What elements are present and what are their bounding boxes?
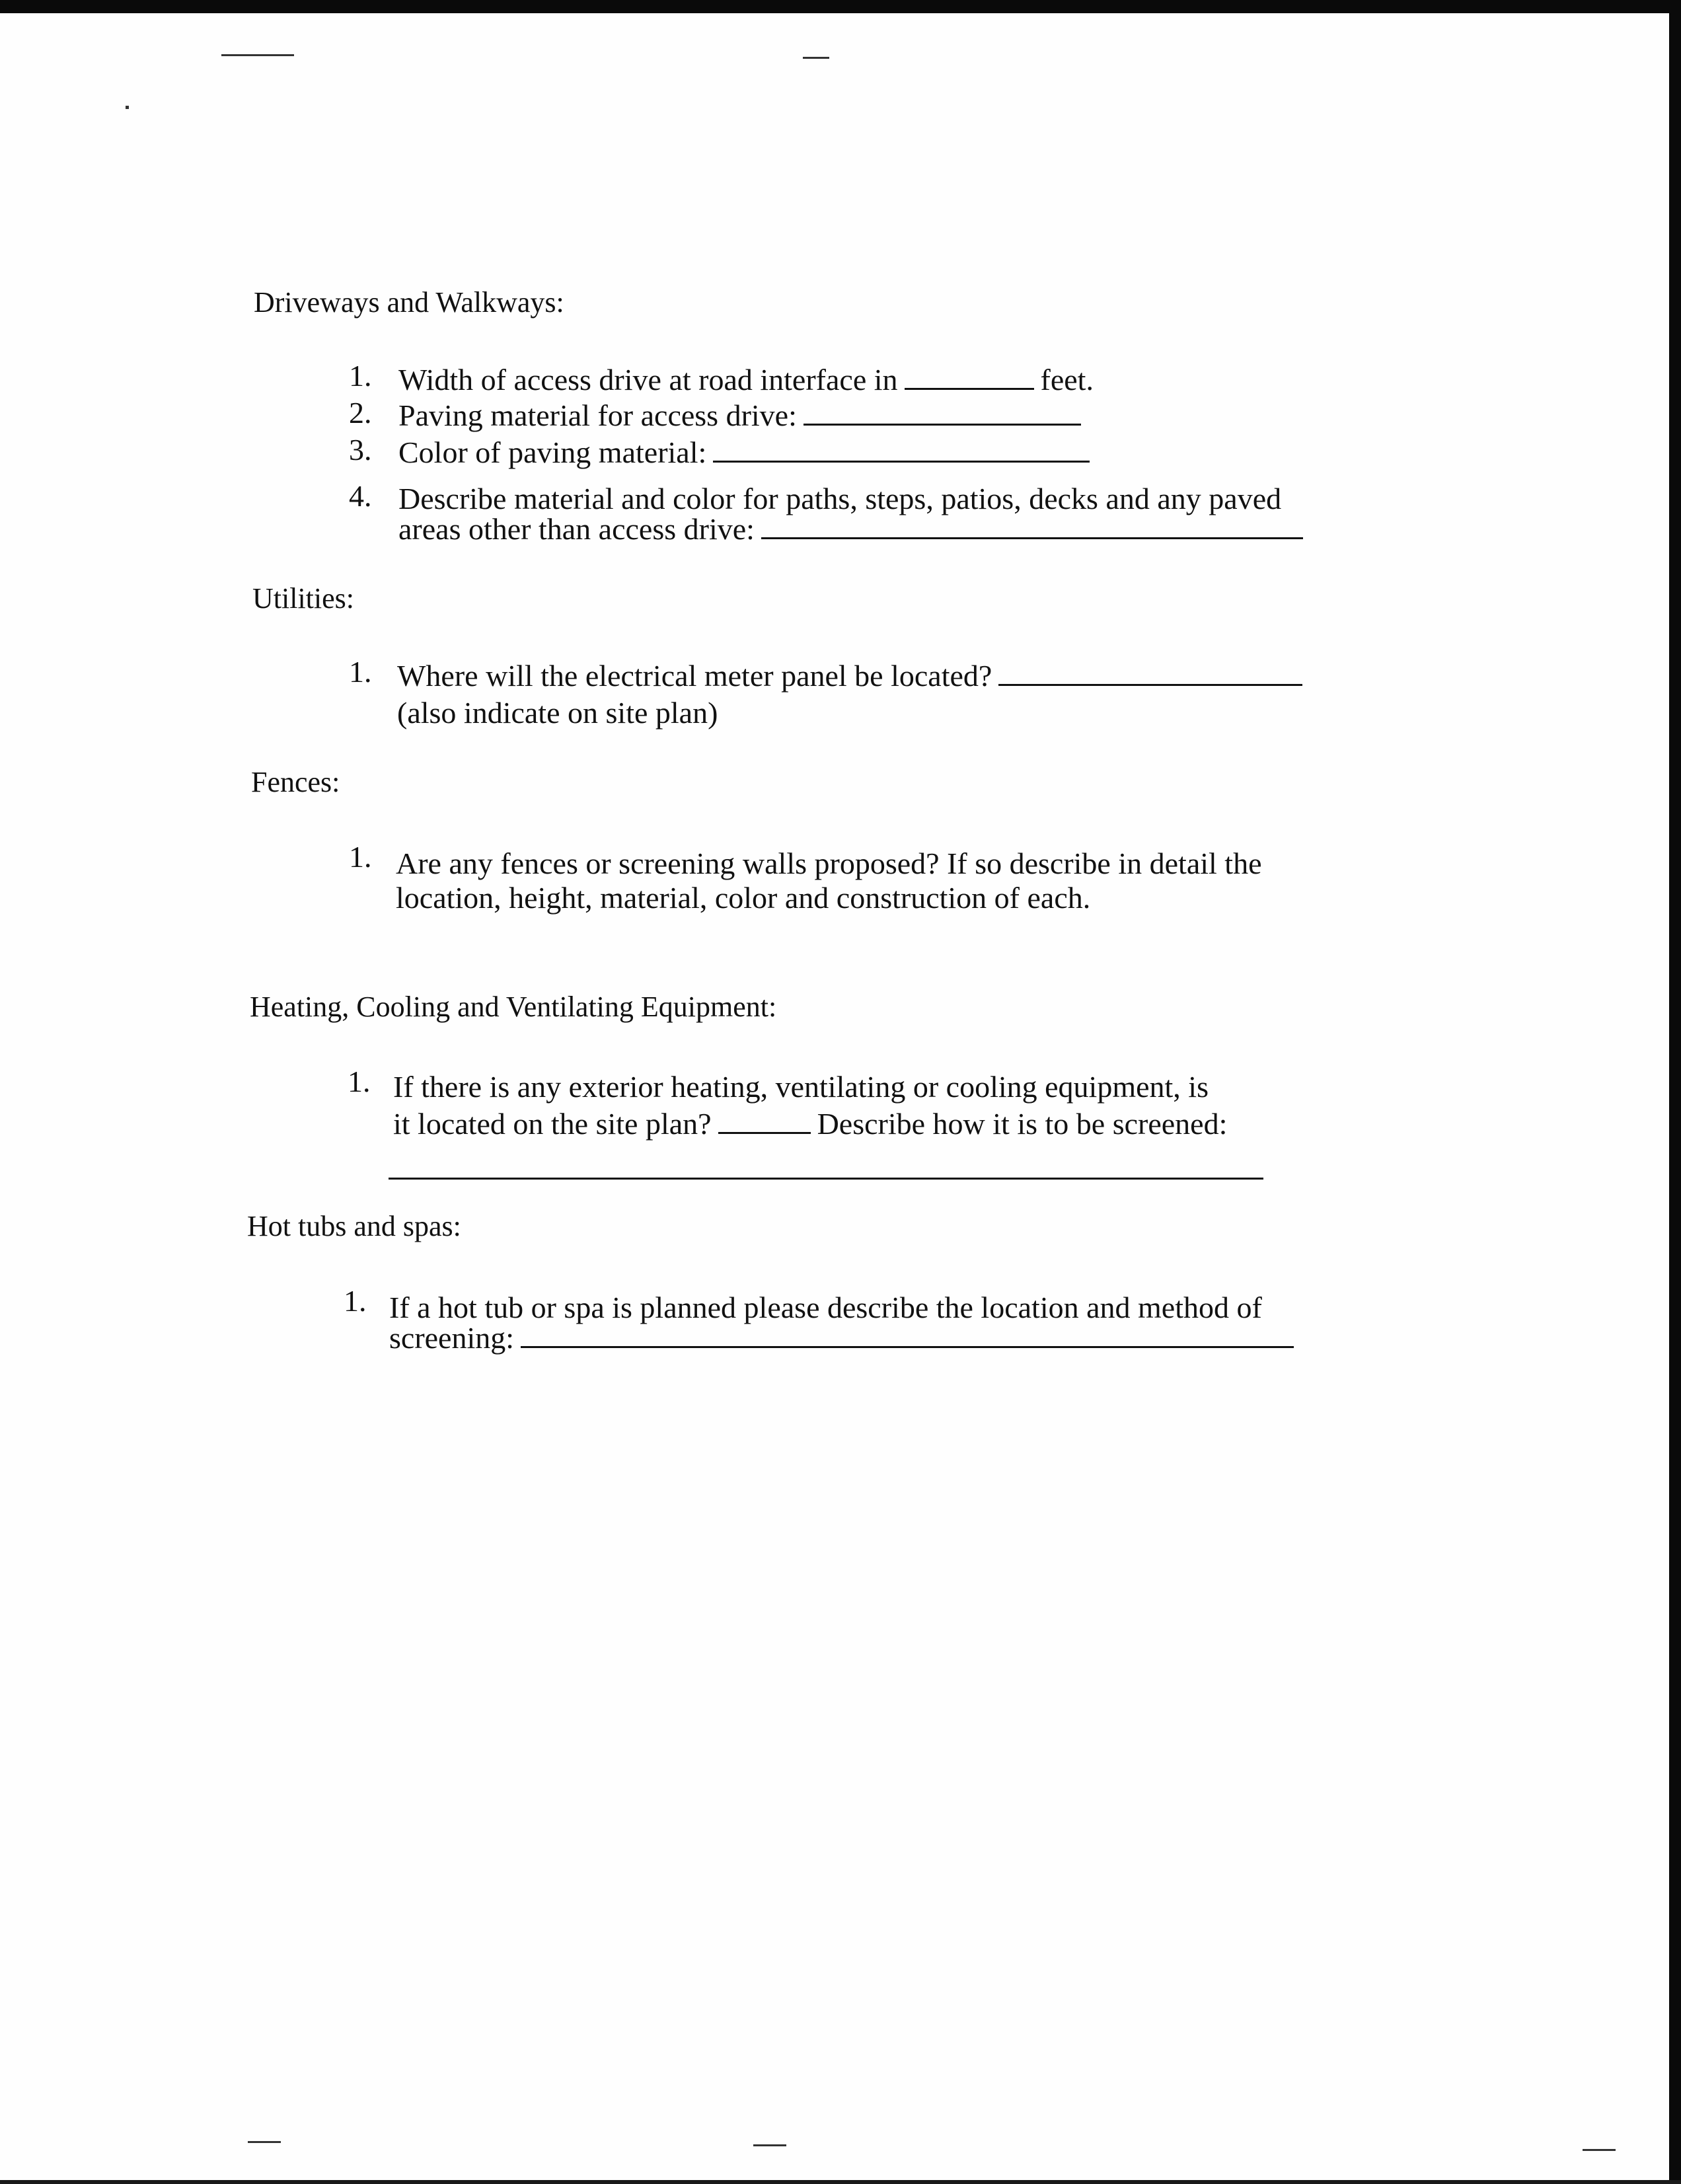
item-text: it located on the site plan? <box>393 1107 712 1141</box>
item-meter-panel-line1 <box>397 659 1309 693</box>
item-number: 1. <box>348 1065 371 1098</box>
scan-border-top <box>0 0 1681 13</box>
item-number: 1. <box>349 840 372 874</box>
scan-speck <box>1583 2149 1616 2151</box>
section-heading-fences: Fences: <box>251 766 340 798</box>
hot-tub-screening-field[interactable] <box>521 1346 1294 1348</box>
section-heading-hot-tubs: Hot tubs and spas: <box>247 1210 461 1242</box>
item-text-suffix: Describe how it is to be screened: <box>817 1107 1228 1141</box>
scan-speck <box>803 57 829 59</box>
item-text: areas other than access drive: <box>398 512 755 546</box>
paving-color-field[interactable] <box>713 461 1090 463</box>
hvac-screening-field[interactable] <box>389 1178 1263 1180</box>
item-number: 1. <box>349 359 372 393</box>
item-fences-line2: location, height, material, color and construction of each. <box>396 881 1091 915</box>
item-number: 2. <box>349 396 372 430</box>
item-text: Color of paving material: <box>398 435 707 469</box>
item-paving-color <box>398 436 1096 469</box>
meter-panel-location-field[interactable] <box>998 684 1302 686</box>
scan-border-right <box>1669 0 1681 2184</box>
item-text: screening: <box>389 1321 515 1355</box>
section-heading-driveways: Driveways and Walkways: <box>254 286 564 319</box>
item-hvac-line2 <box>393 1108 1227 1141</box>
item-hot-tub-line1: If a hot tub or spa is planned please describe the location and method of <box>389 1291 1262 1324</box>
item-text: Where will the electrical meter panel be located? <box>397 659 992 693</box>
hvac-on-site-plan-field[interactable] <box>718 1132 811 1134</box>
item-text: Paving material for access drive: <box>398 398 797 432</box>
item-number: 4. <box>349 479 372 513</box>
item-other-materials-line2 <box>398 513 1310 546</box>
item-meter-panel-line2: (also indicate on site plan) <box>397 696 718 730</box>
item-other-materials-line1: Describe material and color for paths, steps, patios, decks and any paved <box>398 482 1282 515</box>
item-access-drive-width <box>398 363 1094 396</box>
item-number: 3. <box>349 433 372 467</box>
section-heading-hvac: Heating, Cooling and Ventilating Equipment: <box>250 991 777 1023</box>
item-text-suffix: feet. <box>1040 363 1094 396</box>
scan-border-bottom <box>0 2180 1681 2184</box>
item-hvac-line1: If there is any exterior heating, ventilating or cooling equipment, is <box>393 1070 1209 1104</box>
other-materials-field[interactable] <box>761 537 1303 539</box>
section-heading-utilities: Utilities: <box>252 582 354 615</box>
item-paving-material <box>398 399 1088 432</box>
scan-speck <box>221 54 294 56</box>
item-number: 1. <box>344 1284 367 1318</box>
scan-speck <box>753 2144 786 2146</box>
item-number: 1. <box>349 655 372 689</box>
paving-material-field[interactable] <box>803 424 1081 426</box>
item-hot-tub-line2 <box>389 1322 1300 1355</box>
item-fences-line1: Are any fences or screening walls proposed? If so describe in detail the <box>396 847 1262 880</box>
scan-speck <box>126 106 129 109</box>
item-text: Width of access drive at road interface in <box>398 363 898 396</box>
scan-speck <box>248 2141 281 2143</box>
access-drive-width-field[interactable] <box>905 388 1034 390</box>
